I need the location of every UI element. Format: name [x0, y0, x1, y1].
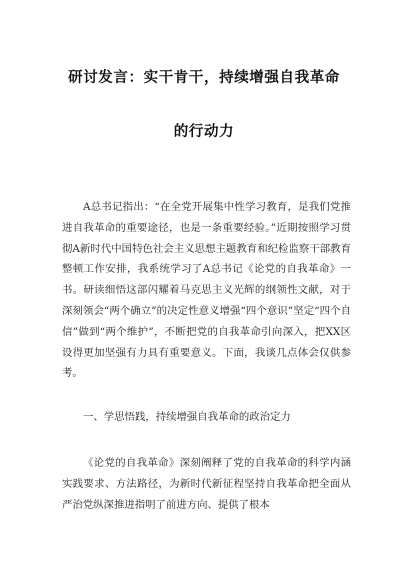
- body-paragraph: A总书记指出：“在全党开展集中性学习教育，是我们党推进自我革命的重要途径，也是一条重要经验。”近期按照学习贯彻A新时代中国特色社会主义思想主题教育和纪检监察干部教育整顿工作安排，我系统学习了A总书记《论党的自我革命》一书。研读细悟这部闪耀着马克思主义光辉的纲领性文献，对于深刻领会“两个确立”的决定性意义增强“四个意识”坚定“四个自信”做到“两个维护”，不断把党的自我革命引向深入，把XX区设得更加坚强有力具有重要意义。下面，我谈几点体会仅供参考。: [62, 201, 351, 380]
- section-heading: 一、学思悟践，持续增强自我革命的政治定力: [83, 411, 291, 423]
- document-title-continuation: 的行动力: [173, 124, 235, 140]
- document-title: 研讨发言：实干肯干，持续增强自我革命: [68, 70, 340, 86]
- body-paragraph: 《论党的自我革命》深刻阐释了党的自我革命的科学内涵实践要求、方法路径，为新时代新征程坚持自我革命把全面从严治党纵深推进指明了前进方向、提供了根本: [62, 457, 351, 511]
